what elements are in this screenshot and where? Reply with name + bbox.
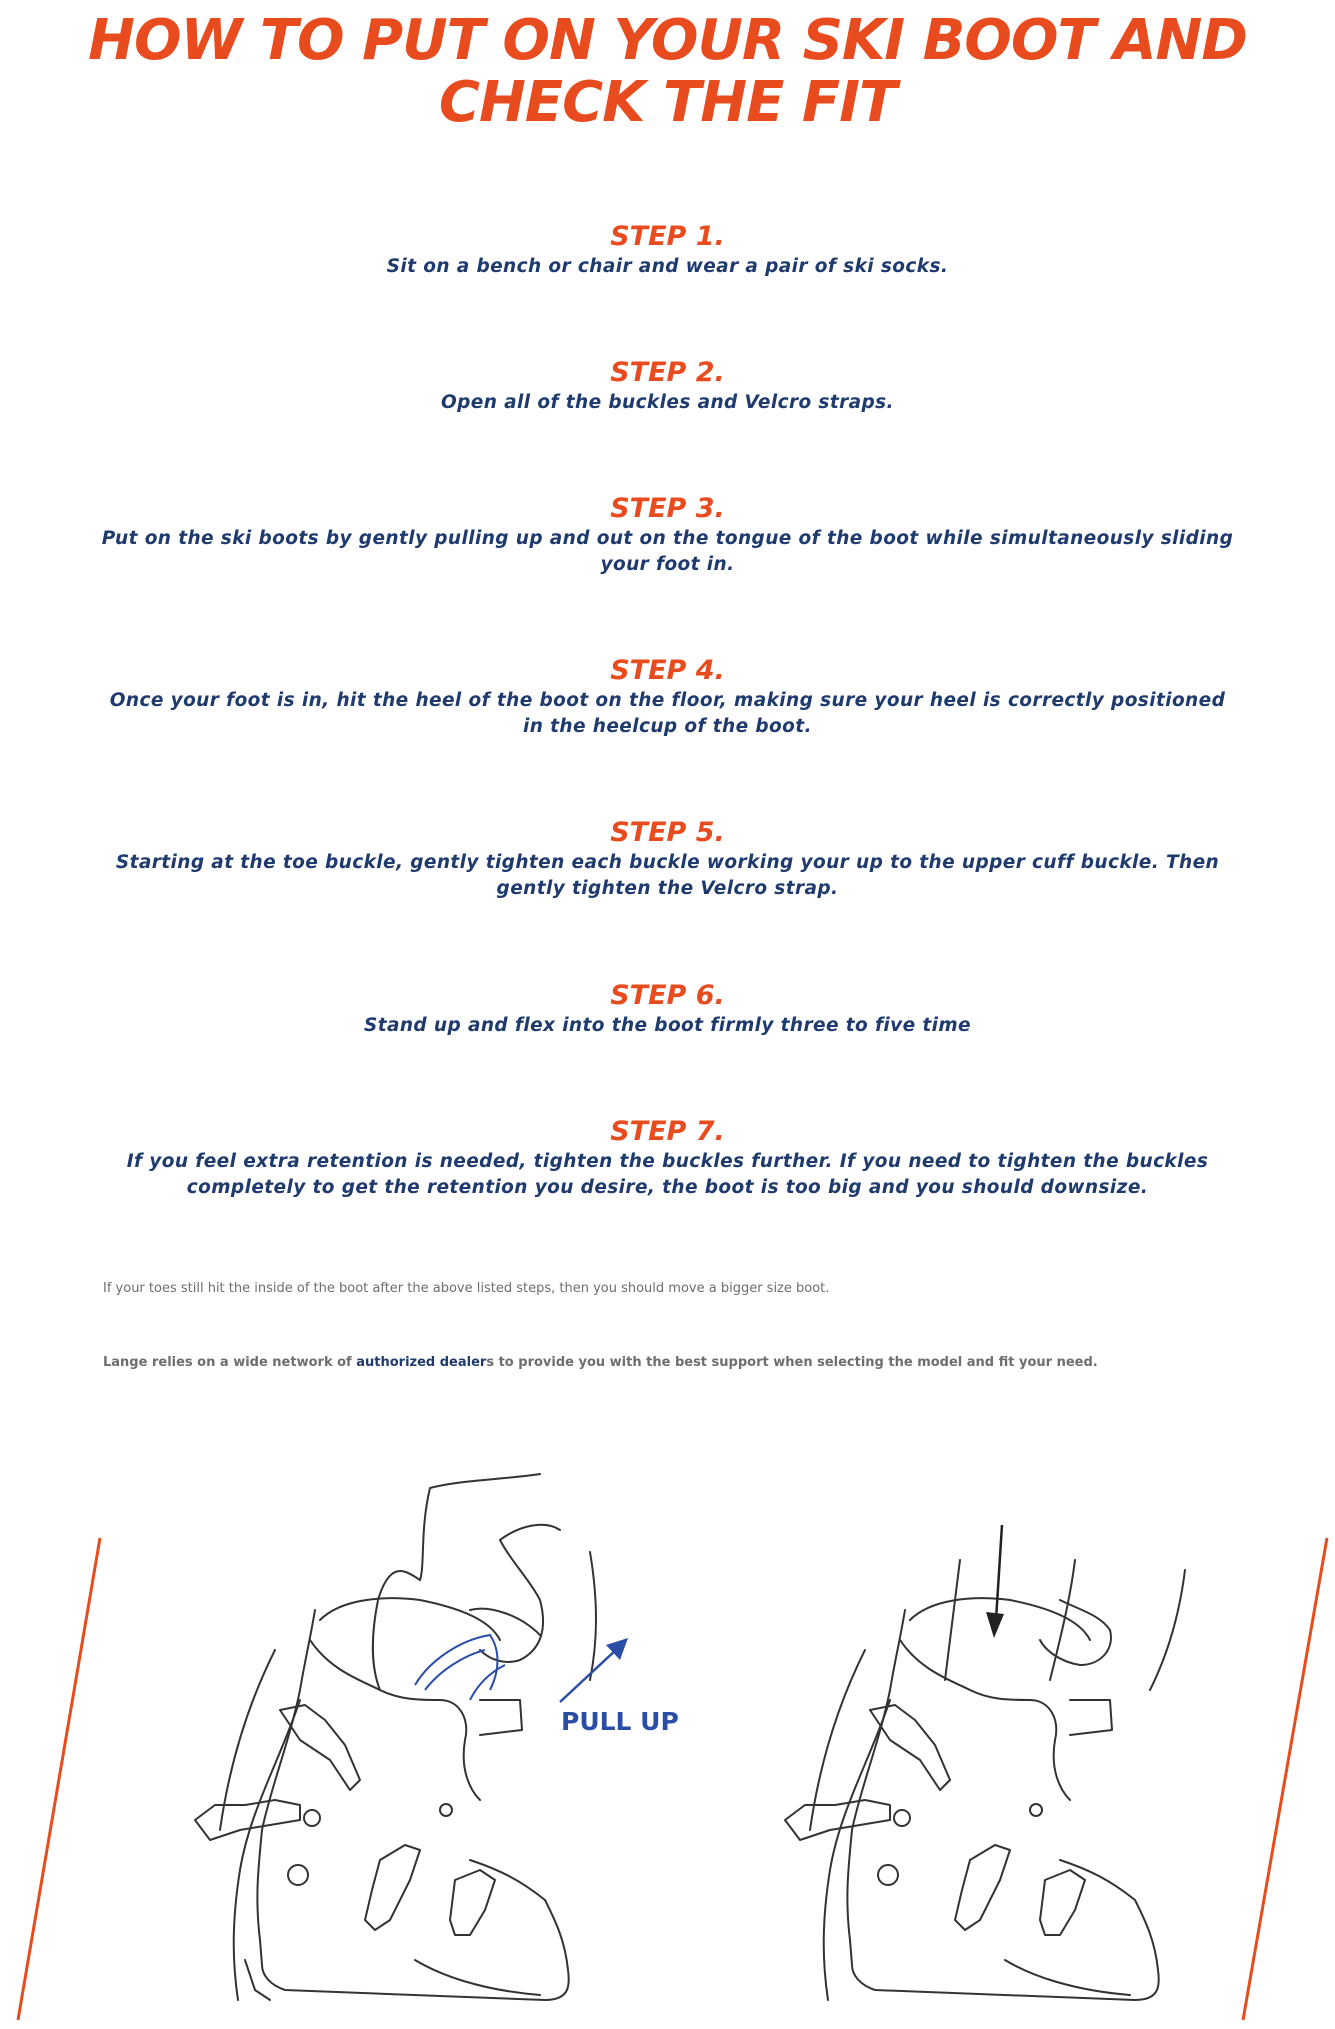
step-4: [100, 656, 1235, 740]
step-text: If you feel extra retention is needed, tighten the buckles further. If you need to tighten the buckles completely to get the retention you desire, the boot is too big and you should downsize.: [126, 1151, 1209, 1198]
step-text: Starting at the toe buckle, gently tighten each buckle working your up to the upper cuff buckle. Then gently tighten the Velcro strap.: [115, 852, 1220, 899]
left-divider-line: [18, 1538, 100, 2020]
step-text: Once your foot is in, hit the heel of the boot on the floor, making sure your heel is correctly positioned in the heelcup of the boot.: [109, 690, 1226, 737]
step-5: [100, 818, 1235, 902]
right-divider-line: [1243, 1538, 1327, 2020]
push-down-arrow: [986, 1525, 1004, 1638]
step-heading: STEP 4.: [610, 655, 725, 686]
step-heading: STEP 6.: [610, 980, 725, 1011]
step-heading: STEP 3.: [610, 493, 725, 524]
step-3: [100, 494, 1235, 578]
page-title: HOW TO PUT ON YOUR SKI BOOT AND CHECK THE FIT: [88, 8, 1247, 135]
step-heading: STEP 1.: [610, 221, 725, 252]
step-heading: STEP 2.: [610, 357, 725, 388]
pull-up-label: PULL UP: [561, 1707, 679, 1736]
step-text: Open all of the buckles and Velcro straps.: [441, 392, 894, 413]
step-7: [100, 1117, 1235, 1201]
dealers-note-text: Lange relies on a wide network of: [103, 1355, 357, 1370]
right-boot-drawing: [785, 1560, 1185, 2000]
step-text: Stand up and flex into the boot firmly three to five time: [363, 1015, 971, 1036]
toes-note: If your toes still hit the inside of the boot after the above listed steps, then you should move a bigger size boot.: [103, 1281, 830, 1296]
dealers-note: [103, 1354, 1253, 1372]
tongue-highlight: [415, 1635, 505, 1700]
step-text: Put on the ski boots by gently pulling up and out on the tongue of the boot while simultaneously sliding your foot in.: [101, 528, 1234, 575]
dealers-note-text-end: s to provide you with the best support when selecting the model and fit your need.: [486, 1355, 1098, 1370]
step-6: [100, 981, 1235, 1039]
step-1: [100, 222, 1235, 280]
step-heading: STEP 5.: [610, 817, 725, 848]
step-heading: STEP 7.: [610, 1116, 725, 1147]
left-boot-drawing: [195, 1474, 596, 2000]
authorized-dealer-link[interactable]: authorized dealer: [356, 1355, 487, 1370]
step-text: Sit on a bench or chair and wear a pair of ski socks.: [386, 256, 949, 277]
step-2: [100, 358, 1235, 416]
